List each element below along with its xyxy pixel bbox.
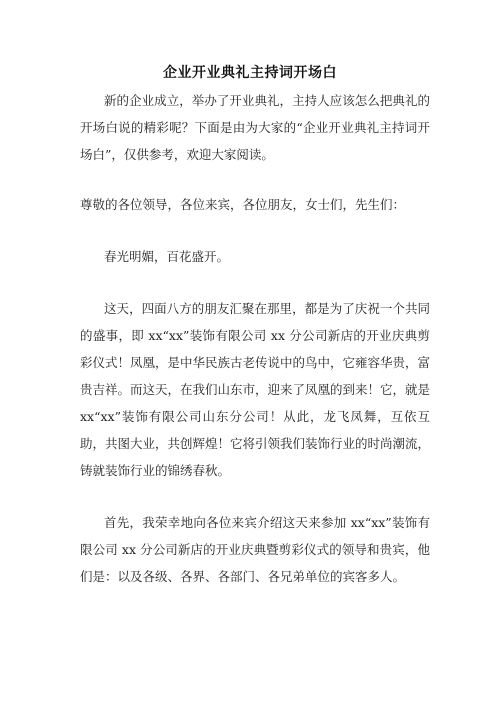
paragraph-greeting: 尊敬的各位领导，各位来宾，各位朋友，女士们，先生们： <box>80 197 406 212</box>
paragraph-intro: 新的企业成立，举办了开业典礼，主持人应该怎么把典礼的开场白说的精彩呢？下面是由为大家的“企业开业典礼主持词开场白”，仅供参考，欢迎大家阅读。 <box>80 93 430 162</box>
paragraph-spring: 春光明媚，百花盛开。 <box>104 249 230 264</box>
paragraph-celebration: 这天，四面八方的朋友汇聚在那里，都是为了庆祝一个共同的盛事，即 xx“xx”装饰有限公司 xx 分公司新店的开业庆典剪彩仪式！凤凰，是中华民族古老传说中的鸟中，它雍容华贵，富贵吉祥。而这天，在我们山东市，迎来了凤凰的到来！它，就是 xx“xx”装饰有限公司山东分公司！从此，龙飞凤舞，互依互助，共图大业，共创辉煌！它将引领我们装饰行业的时尚潮流，铸就装饰行业的锦绣春秋。 <box>80 301 431 478</box>
paragraph-introduce-guests: 首先，我荣幸地向各位来宾介绍这天来参加 xx“xx”装饰有限公司 xx 分公司新店的开业庆典暨剪彩仪式的领导和贵宾，他们是：以及各级、各界、各部门、各兄弟单位的宾客多人。 <box>80 515 430 584</box>
document-title: 企业开业典礼主持词开场白 <box>163 65 337 81</box>
